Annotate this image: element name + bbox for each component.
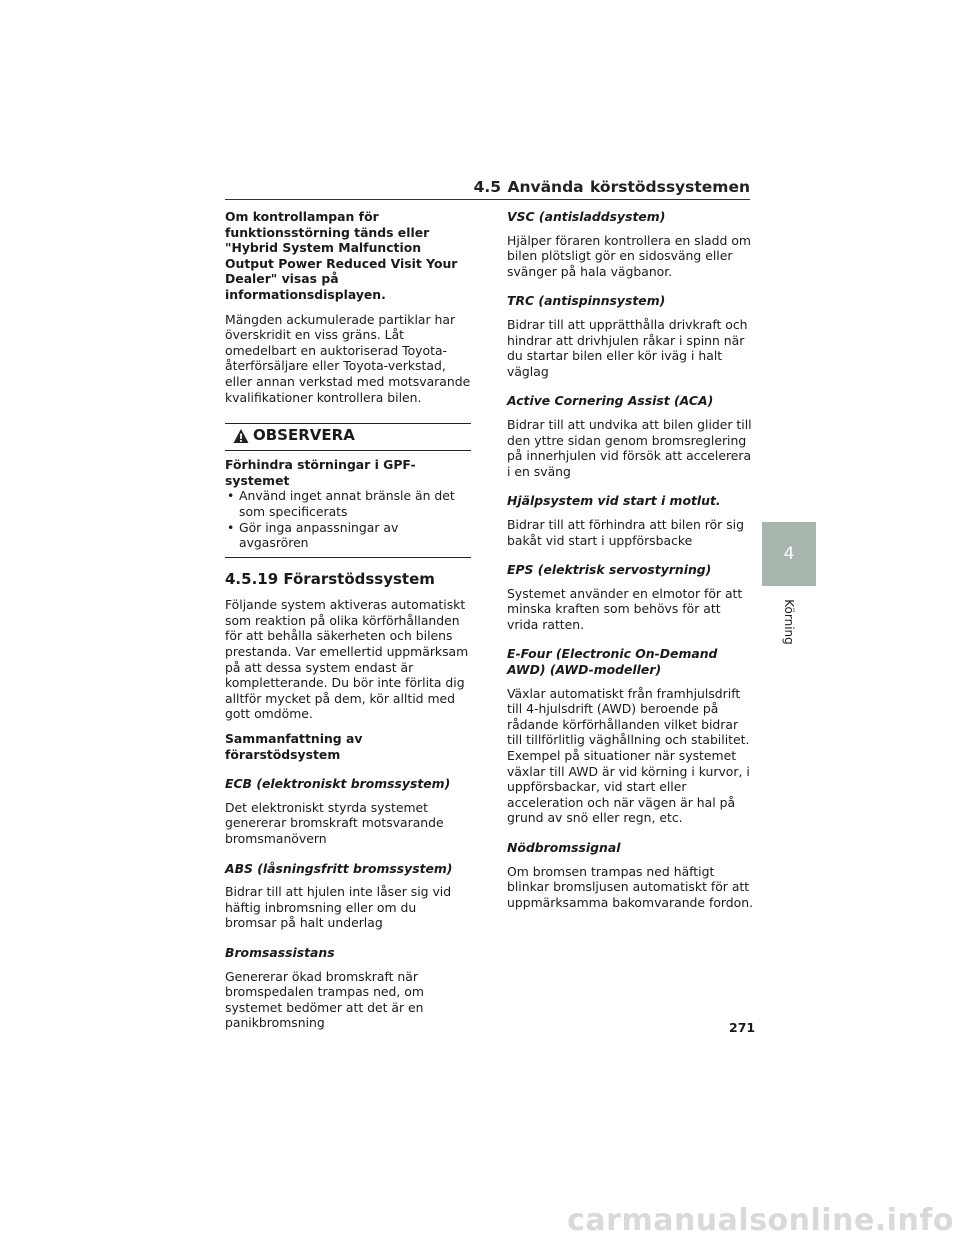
system-title: ABS (låsningsfritt bromssystem): [225, 860, 453, 876]
header-rule: [225, 199, 750, 200]
notice-list: [225, 488, 471, 550]
system-description: Det elektroniskt styrda systemet genererar bromskraft motsvarande bromsmanövern: [225, 799, 444, 846]
intro-body: Mängden ackumulerade partiklar har överskridit en viss gräns. Låt omedelbart en auktoriserad Toyota-återförsäljare eller Toyota-verkstad, eller annan verkstad med motsvarande kvalifikationer kontrollera bilen.: [225, 311, 471, 405]
chapter-number: 4: [783, 544, 795, 564]
intro-heading: Om kontrollampan för funktionsstörning tänds eller "Hybrid System Malfunction Output Power Reduced Visit Your Dealer" visas på informationsdisplayen.: [225, 209, 458, 302]
system-description: Bidrar till att hjulen inte låser sig vid häftig inbromsning eller om du bromsar på halt underlag: [225, 884, 452, 931]
section-body: Följande system aktiveras automatiskt som reaktion på olika körförhållanden för att behålla säkerheten och bilens prestanda. Var emellertid uppmärksam på att dessa system endast är kompletterande. Du bör inte förlita dig alltför mycket på dem, kör alltid med gott omdöme.: [225, 597, 469, 722]
system-title: E-Four (Electronic On-Demand AWD) (AWD-modeller): [507, 646, 718, 678]
left-column: [225, 209, 471, 1040]
system-description: Bidrar till att upprätthålla drivkraft och hindrar att drivhjulen råkar i spinn när du startar bilen eller kör iväg i halt väglag: [507, 316, 748, 379]
system-title: ECB (elektroniskt bromssystem): [225, 776, 451, 792]
system-title: Nödbromssignal: [507, 840, 621, 855]
summary-heading: Sammanfattning av förarstödsystem: [225, 731, 363, 762]
system-title: TRC (antispinnsystem): [507, 293, 666, 309]
system-description: Genererar ökad bromskraft när bromspedalen trampas ned, om systemet bedömer att det är en panikbromsning: [225, 968, 424, 1031]
system-title: Hjälpsystem vid start i motlut.: [507, 493, 721, 509]
system-title: VSC (antisladdsystem): [507, 209, 666, 224]
notice-subheading: Förhindra störningar i GPF-systemet: [225, 457, 416, 488]
system-description: Bidrar till att förhindra att bilen rör sig bakåt vid start i uppförsbacke: [507, 516, 744, 548]
section-title: 4.5.19 Förarstödssystem: [225, 569, 435, 588]
watermark: carmanualsonline.info: [567, 1203, 954, 1238]
system-description: Växlar automatiskt från framhjulsdrift till 4-hjulsdrift (AWD) beroende på rådande körförhållanden vilket bidrar till tillförlitlig väghållning och stabilitet. Exempel på situationer när systemet växlar till AWD är vid körning i kurvor, i uppförsbackar, vid start eller acceleration och när vägen är hal på grund av snö eller regn, etc.: [507, 685, 750, 826]
header-title: 4.5 Använda körstödssystemen: [473, 178, 750, 196]
system-description: Om bromsen trampas ned häftigt blinkar bromsljusen automatiskt för att uppmärksamma bakomvarande fordon.: [507, 863, 754, 910]
notice-box: [225, 423, 471, 558]
page-number: 271: [729, 1020, 756, 1035]
warning-icon: [233, 428, 249, 444]
system-description: Hjälper föraren kontrollera en sladd om bilen plötsligt gör en sidosväng eller svänger på hala vägbanor.: [507, 232, 751, 279]
chapter-label: [762, 592, 816, 652]
chapter-label-text: Körning: [782, 599, 796, 645]
right-column: [507, 209, 754, 919]
system-description: Systemet använder en elmotor för att minska kraften som behövs för att vrida ratten.: [507, 585, 743, 632]
system-title: Active Cornering Assist (ACA): [507, 393, 714, 409]
notice-title: OBSERVERA: [253, 426, 355, 445]
chapter-tab[interactable]: [762, 522, 816, 586]
system-description: Bidrar till att undvika att bilen glider till den yttre sidan genom bromsreglering på innerhjulen vid försök att accelerera i en sväng: [507, 416, 752, 479]
notice-item: • Gör inga anpassningar av avgasrören: [225, 520, 471, 551]
system-title: Bromsassistans: [225, 944, 335, 960]
notice-item: • Använd inget annat bränsle än det som specificerats: [225, 488, 471, 519]
notice-header: [225, 424, 471, 451]
system-title: EPS (elektrisk servostyrning): [507, 562, 712, 578]
